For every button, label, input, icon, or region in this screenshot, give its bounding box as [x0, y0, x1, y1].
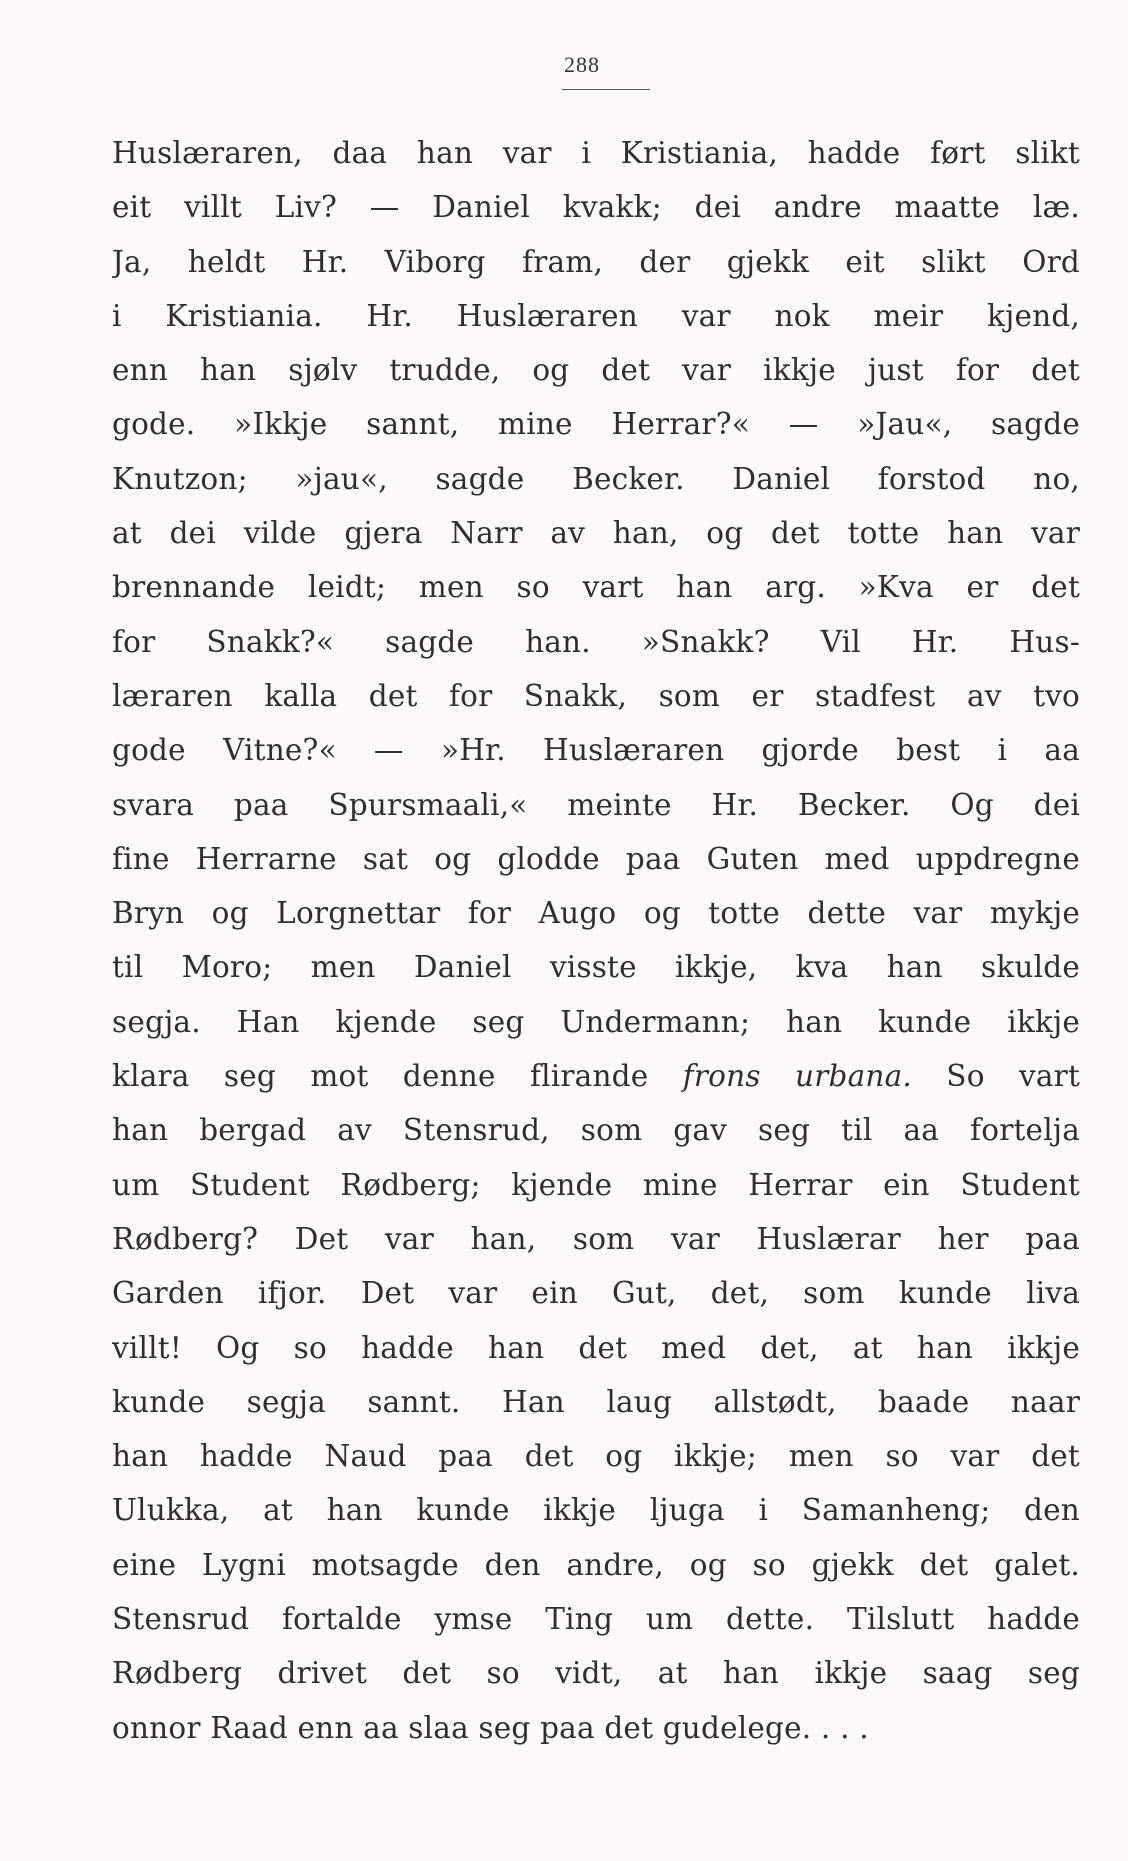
- text-line: brennande leidt; men so vart han arg. »Kva er det: [112, 570, 1080, 605]
- text-line: Huslæraren, daa han var i Kristiania, hadde ført slikt: [112, 136, 1080, 170]
- text-run: So vart: [911, 1059, 1080, 1094]
- text-line: Knutzon; »jau«, sagde Becker. Daniel forstod no,: [112, 461, 1080, 496]
- text-line: Rødberg drivet det so vidt, at han ikkje saag seg: [112, 1656, 1080, 1691]
- page-number: 288: [564, 52, 600, 77]
- text-line: segja. Han kjende seg Undermann; han kunde ikkje: [112, 1004, 1080, 1039]
- italic-phrase: frons urbana.: [682, 1059, 912, 1094]
- text-line: eine Lygni motsagde den andre, og so gjekk det galet.: [112, 1547, 1080, 1582]
- text-line-italic-phrase: [112, 1049, 1080, 1103]
- text-line: fine Herrarne sat og glodde paa Guten med uppdregne: [112, 841, 1080, 876]
- text-line: onnor Raad enn aa slaa seg paa det gudelege. . . .: [112, 1710, 869, 1745]
- text-line: villt! Og so hadde han det med det, at han ikkje: [112, 1330, 1080, 1365]
- text-line: kunde segja sannt. Han laug allstødt, baade naar: [112, 1384, 1080, 1419]
- text-line: Ulukka, at han kunde ikkje ljuga i Samanheng; den: [112, 1493, 1080, 1528]
- page-number-rule: [562, 89, 650, 90]
- text-line: gode. »Ikkje sannt, mine Herrar?« — »Jau«, sagde: [112, 407, 1080, 442]
- text-line: Rødberg? Det var han, som var Huslærar her paa: [112, 1221, 1080, 1256]
- text-line: svara paa Spursmaali,« meinte Hr. Becker. Og dei: [112, 787, 1080, 822]
- text-line: Ja, heldt Hr. Viborg fram, der gjekk eit slikt Ord: [112, 244, 1080, 279]
- text-line: eit villt Liv? — Daniel kvakk; dei andre maatte læ.: [112, 190, 1080, 225]
- text-line: at dei vilde gjera Narr av han, og det totte han var: [112, 516, 1080, 551]
- text-line: enn han sjølv trudde, og det var ikkje just for det: [112, 353, 1080, 388]
- text-line: gode Vitne?« — »Hr. Huslæraren gjorde best i aa: [112, 733, 1080, 768]
- text-run: klara seg mot denne flirande: [112, 1059, 683, 1094]
- text-body: [112, 126, 1080, 1755]
- text-line: Garden ifjor. Det var ein Gut, det, som kunde liva: [112, 1276, 1080, 1311]
- text-line: læraren kalla det for Snakk, som er stadfest av tvo: [112, 678, 1080, 713]
- text-line: han hadde Naud paa det og ikkje; men so var det: [112, 1439, 1080, 1474]
- text-line: Bryn og Lorgnettar for Augo og totte dette var mykje: [112, 896, 1080, 931]
- text-line: um Student Rødberg; kjende mine Herrar ein Student: [112, 1167, 1080, 1202]
- text-line: til Moro; men Daniel visste ikkje, kva han skulde: [112, 950, 1080, 985]
- text-line: Stensrud fortalde ymse Ting um dette. Tilslutt hadde: [112, 1602, 1080, 1637]
- text-line: for Snakk?« sagde han. »Snakk? Vil Hr. Hus-: [112, 624, 1080, 659]
- text-line: i Kristiania. Hr. Huslæraren var nok meir kjend,: [112, 298, 1080, 333]
- text-line: han bergad av Stensrud, som gav seg til aa fortelja: [112, 1113, 1080, 1148]
